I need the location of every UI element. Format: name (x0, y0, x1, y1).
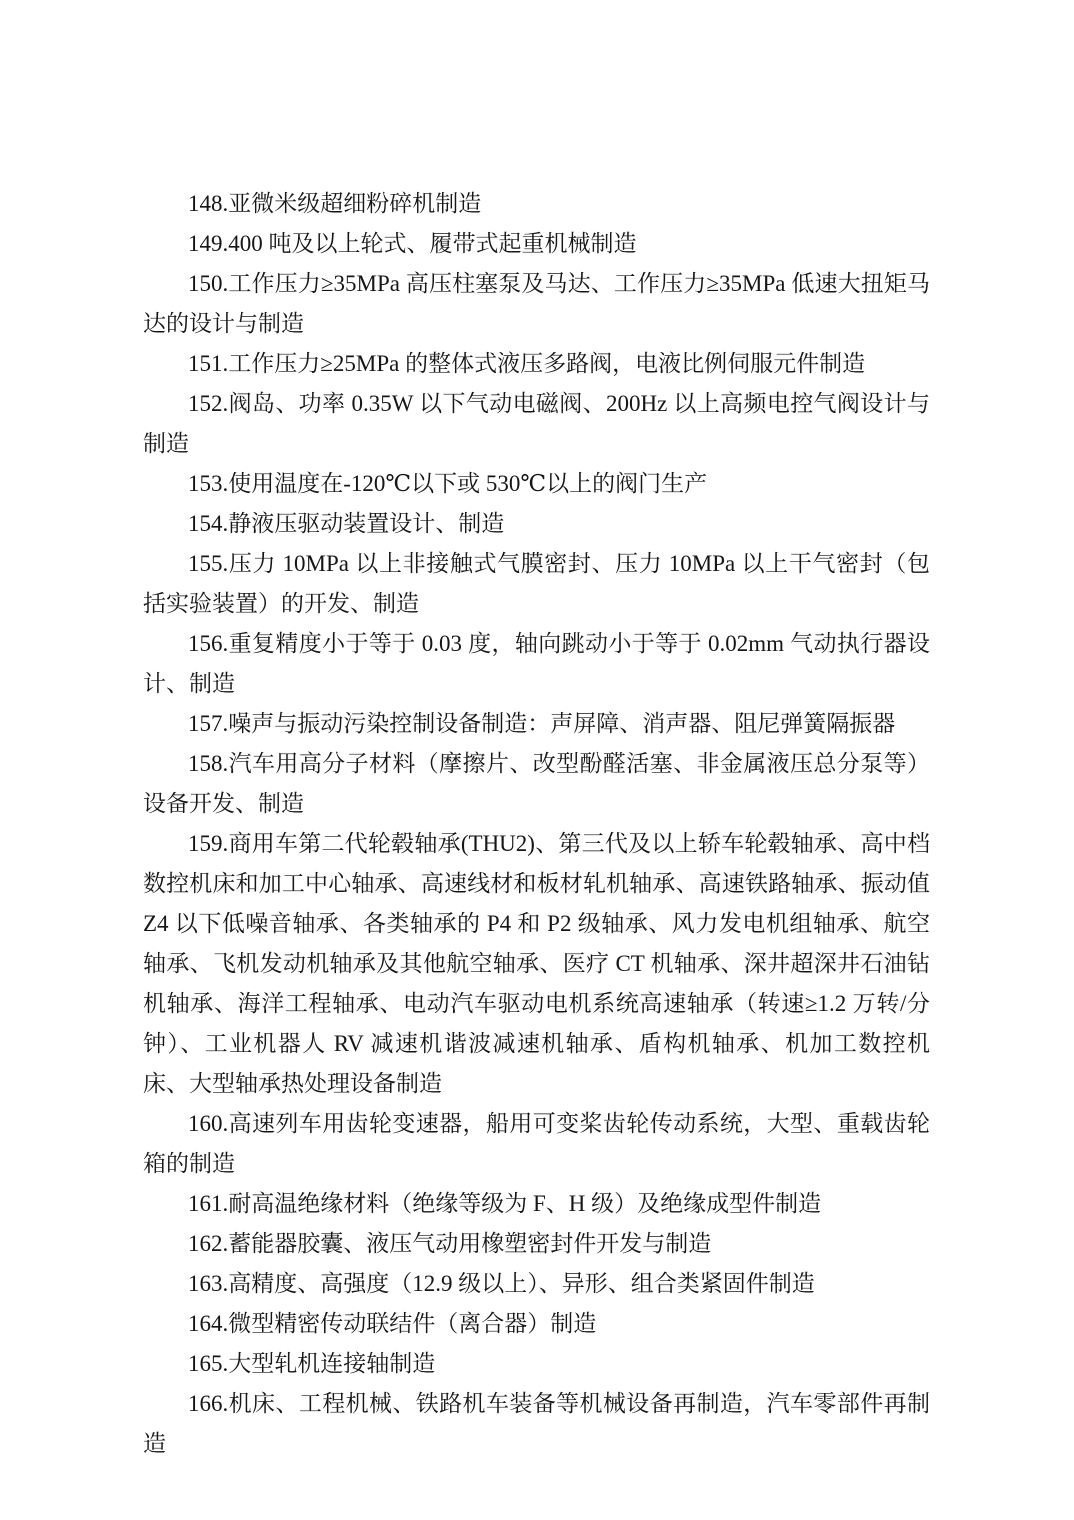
item-number: 153. (188, 471, 229, 496)
list-item-149 (143, 224, 930, 264)
item-text: 工作压力≥35MPa 高压柱塞泵及马达、工作压力≥35MPa 低速大扭矩马达的设计与制造 (143, 271, 930, 336)
item-number: 151. (188, 351, 229, 376)
item-text: 微型精密传动联结件（离合器）制造 (228, 1311, 597, 1336)
list-item-152 (143, 384, 930, 464)
item-text: 亚微米级超细粉碎机制造 (228, 191, 482, 216)
item-text: 使用温度在-120℃以下或 530℃以上的阀门生产 (228, 471, 708, 496)
list-item-165 (143, 1344, 930, 1384)
item-text: 工作压力≥25MPa 的整体式液压多路阀，电液比例伺服元件制造 (228, 351, 866, 376)
item-number: 160. (188, 1111, 229, 1136)
list-item-159 (143, 824, 930, 1104)
item-text: 噪声与振动污染控制设备制造：声屏障、消声器、阻尼弹簧隔振器 (228, 711, 896, 736)
item-number: 157. (188, 711, 229, 736)
item-number: 164. (188, 1311, 229, 1336)
list-item-150 (143, 264, 930, 344)
list-item-162 (143, 1224, 930, 1264)
list-item-154 (143, 504, 930, 544)
item-text: 高精度、高强度（12.9 级以上）、异形、组合类紧固件制造 (228, 1271, 815, 1296)
list-item-161 (143, 1184, 930, 1224)
item-number: 159. (188, 831, 229, 856)
item-number: 162. (188, 1231, 229, 1256)
list-item-153 (143, 464, 930, 504)
item-text: 400 吨及以上轮式、履带式起重机械制造 (228, 231, 637, 256)
item-text: 汽车用高分子材料（摩擦片、改型酚醛活塞、非金属液压总分泵等）设备开发、制造 (143, 751, 930, 816)
item-number: 158. (188, 751, 229, 776)
item-text: 重复精度小于等于 0.03 度，轴向跳动小于等于 0.02mm 气动执行器设计、制造 (143, 631, 930, 696)
item-text: 蓄能器胶囊、液压气动用橡塑密封件开发与制造 (228, 1231, 712, 1256)
list-item-156 (143, 624, 930, 704)
list-item-163 (143, 1264, 930, 1304)
item-text: 商用车第二代轮毂轴承(THU2)、第三代及以上轿车轮毂轴承、高中档数控机床和加工中心轴承、高速线材和板材轧机轴承、高速铁路轴承、振动值 Z4 以下低噪音轴承、各类轴承的 P4 和 P2 级轴承、风力发电机组轴承、航空轴承、飞机发动机轴承及其他航空轴承、医疗 CT 机轴承、深井超深井石油钻机轴承、海洋工程轴承、电动汽车驱动电机系统高速轴承（转速≥1.2 万转/分钟）、工业机器人 RV 减速机谐波减速机轴承、盾构机轴承、机加工数控机床、大型轴承热处理设备制造 (143, 831, 930, 1096)
item-text: 大型轧机连接轴制造 (228, 1351, 436, 1376)
item-number: 166. (188, 1391, 229, 1416)
item-number: 165. (188, 1351, 229, 1376)
list-item-160 (143, 1104, 930, 1184)
item-text: 高速列车用齿轮变速器，船用可变桨齿轮传动系统，大型、重载齿轮箱的制造 (143, 1111, 930, 1176)
item-text: 静液压驱动装置设计、制造 (228, 511, 505, 536)
item-text: 机床、工程机械、铁路机车装备等机械设备再制造，汽车零部件再制造 (143, 1391, 930, 1456)
item-number: 163. (188, 1271, 229, 1296)
list-item-148 (143, 184, 930, 224)
item-number: 150. (188, 271, 229, 296)
item-number: 161. (188, 1191, 229, 1216)
item-number: 148. (188, 191, 229, 216)
item-number: 149. (188, 231, 229, 256)
item-text: 耐高温绝缘材料（绝缘等级为 F、H 级）及绝缘成型件制造 (228, 1191, 822, 1216)
item-number: 152. (188, 391, 229, 416)
item-number: 155. (188, 551, 229, 576)
list-item-158 (143, 744, 930, 824)
item-number: 154. (188, 511, 229, 536)
list-item-157 (143, 704, 930, 744)
item-text: 压力 10MPa 以上非接触式气膜密封、压力 10MPa 以上干气密封（包括实验装置）的开发、制造 (143, 551, 930, 616)
list-item-151 (143, 344, 930, 384)
list-item-166 (143, 1384, 930, 1464)
item-text: 阀岛、功率 0.35W 以下气动电磁阀、200Hz 以上高频电控气阀设计与制造 (143, 391, 930, 456)
item-number: 156. (188, 631, 229, 656)
list-item-155 (143, 544, 930, 624)
document-body (143, 184, 930, 1464)
list-item-164 (143, 1304, 930, 1344)
